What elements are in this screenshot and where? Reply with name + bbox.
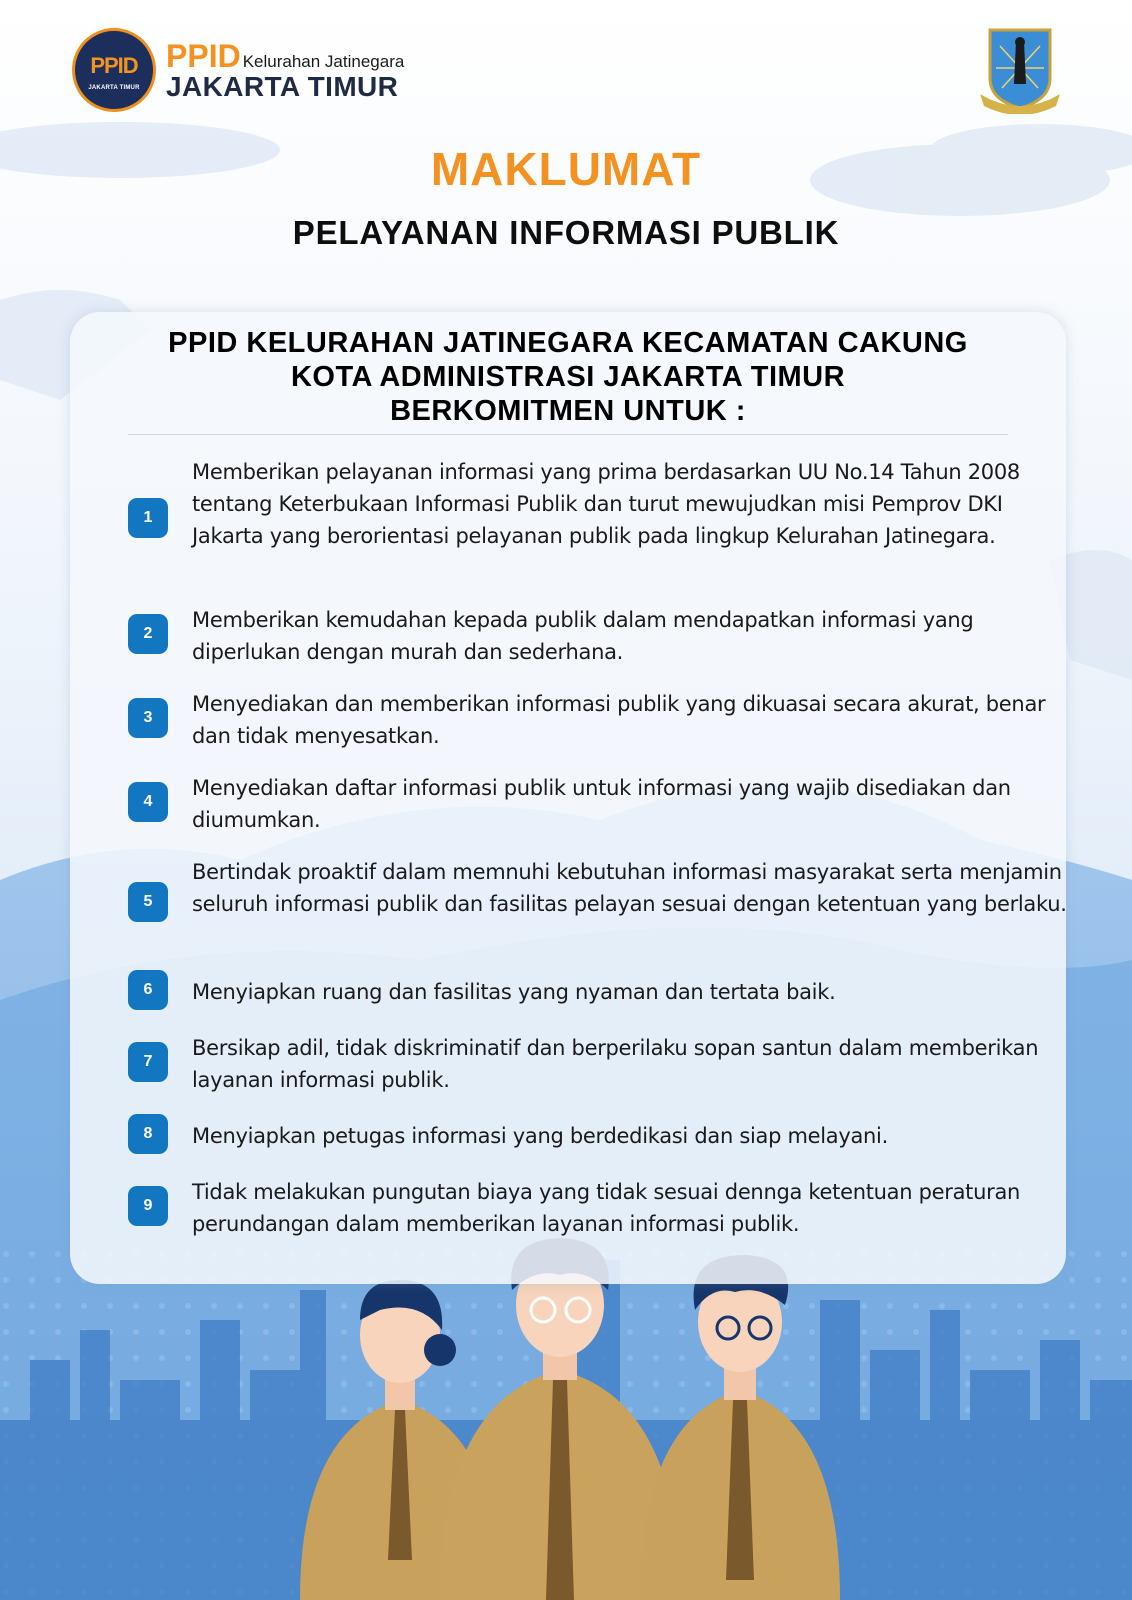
card-heading	[70, 326, 1066, 428]
number-badge: 9	[128, 1186, 168, 1226]
number-badge: 3	[128, 698, 168, 738]
number-badge: 2	[128, 614, 168, 654]
item-text: Menyiapkan ruang dan fasilitas yang nyaman dan tertata baik.	[192, 980, 836, 1004]
page-title: MAKLUMAT	[430, 143, 702, 195]
jakarta-emblem-icon	[978, 28, 1062, 114]
commitment-card	[70, 312, 1066, 1284]
item-text: Menyediakan dan memberikan informasi publik yang dikuasai secara akurat, benar dan tidak menyesatkan.	[192, 692, 1046, 748]
number-badge: 7	[128, 1042, 168, 1082]
item-text: Bersikap adil, tidak diskriminatif dan berperilaku sopan santun dalam memberikan layanan informasi publik.	[192, 1036, 1039, 1092]
number-badge: 6	[128, 970, 168, 1010]
header	[72, 28, 1062, 116]
page-subtitle: PELAYANAN INFORMASI PUBLIK	[292, 214, 840, 251]
card-heading-line-2: KOTA ADMINISTRASI JAKARTA TIMUR	[290, 361, 846, 393]
logo-subtitle: JAKARTA TIMUR	[88, 85, 140, 91]
number-badge: 4	[128, 782, 168, 822]
item-text: Memberikan kemudahan kepada publik dalam mendapatkan informasi yang diperlukan dengan murah dan sederhana.	[192, 608, 974, 664]
item-text: Bertindak proaktif dalam memnuhi kebutuhan informasi masyarakat serta menjamin seluruh informasi publik dan fasilitas pelayan sesuai dengan ketentuan yang berlaku.	[192, 860, 1067, 916]
item-text: Memberikan pelayanan informasi yang prima berdasarkan UU No.14 Tahun 2008 tentang Keterbukaan Informasi Publik dan turut mewujudkan misi Pemprov DKI Jakarta yang berorientasi pelayanan publik pada lingkup Kelurahan Jatinegara.	[192, 460, 1020, 548]
item-text: Menyiapkan petugas informasi yang berdedikasi dan siap melayani.	[192, 1124, 888, 1148]
card-heading-line-3: BERKOMITMEN UNTUK :	[390, 395, 746, 427]
item-text: Menyediakan daftar informasi publik untuk informasi yang wajib disediakan dan diumumkan.	[192, 776, 1011, 832]
brand-block	[166, 40, 404, 102]
number-badge: 1	[128, 498, 168, 538]
brand-kelurahan: Kelurahan Jatinegara	[242, 52, 405, 71]
brand-city: JAKARTA TIMUR	[166, 71, 399, 102]
number-badge: 8	[128, 1114, 168, 1154]
ppid-logo	[72, 28, 156, 112]
item-text: Tidak melakukan pungutan biaya yang tidak sesuai dennga ketentuan peraturan perundangan dalam memberikan layanan informasi publik.	[192, 1180, 1021, 1236]
card-heading-line-1: PPID KELURAHAN JATINEGARA KECAMATAN CAKUNG	[168, 327, 968, 359]
divider	[128, 434, 1008, 435]
brand-ppid: PPID	[166, 38, 241, 74]
number-badge: 5	[128, 882, 168, 922]
logo-mark: PPID	[90, 53, 138, 78]
